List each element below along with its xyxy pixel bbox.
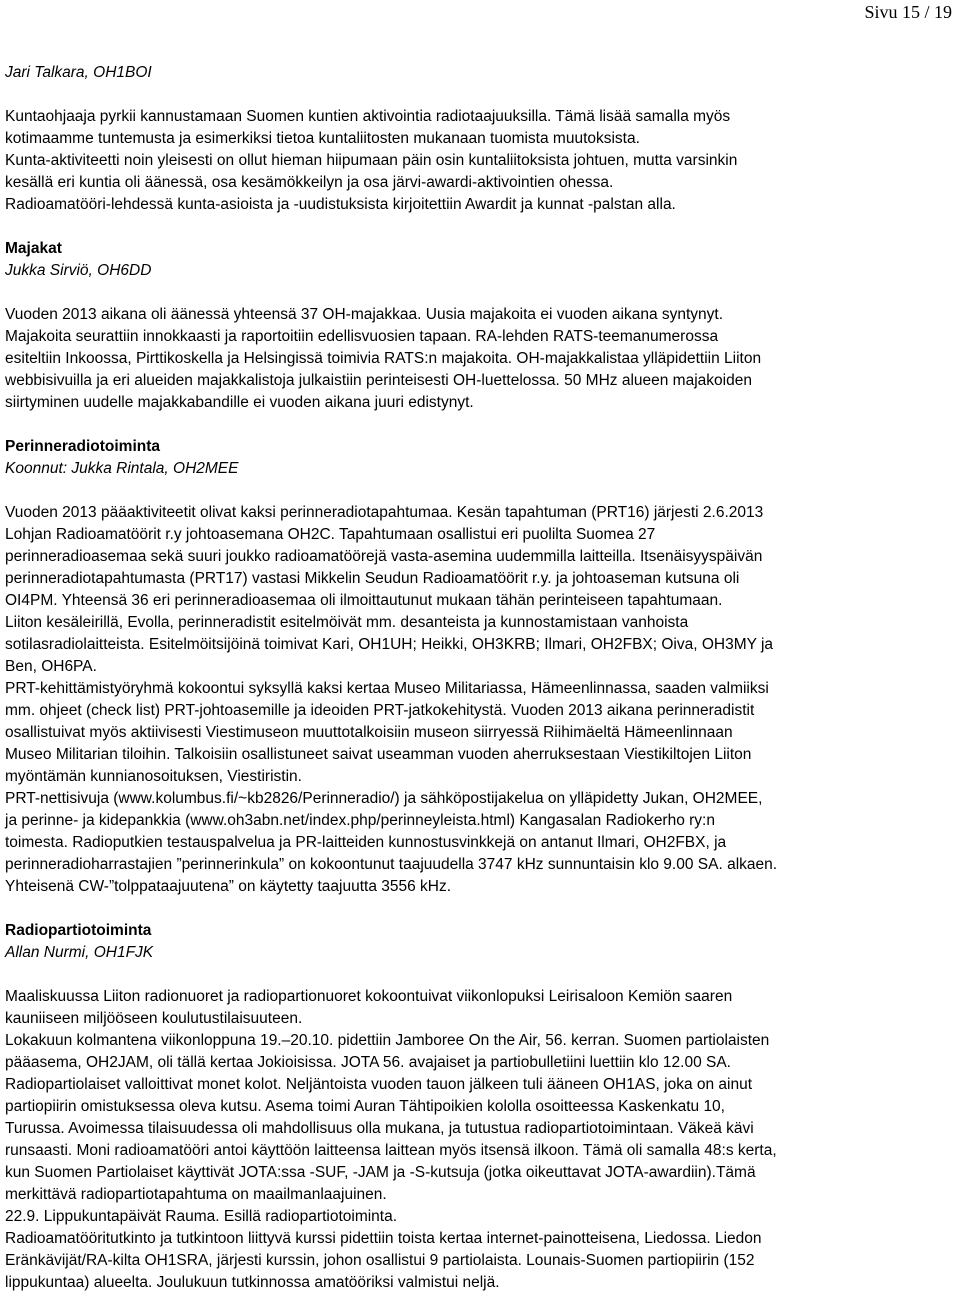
page-number: Sivu 15 / 19 bbox=[864, 2, 952, 22]
partio-author: Allan Nurmi, OH1FJK bbox=[5, 944, 154, 961]
perinne-author: Koonnut: Jukka Rintala, OH2MEE bbox=[5, 460, 239, 477]
majakat-author: Jukka Sirviö, OH6DD bbox=[5, 262, 152, 279]
partio-heading: Radiopartiotoiminta bbox=[5, 922, 152, 939]
perinne-heading: Perinneradiotoiminta bbox=[5, 438, 161, 455]
perinne-paragraph: Vuoden 2013 pääaktiviteetit olivat kaksi perinneradiotapahtumaa. Kesän tapahtuman (PRT16) järjesti 2.6.2013 Lohjan Radioamatöörit r.y johtoasemana OH2C. Tapahtumaan osallistui eri puolilta Suomea 27 perinneradioasemaa sekä suuri joukko radioamatöörejä vasta-asemina uudemmilla laitteilla. Itsenäisyyspäivän perinneradiotapahtumasta (PRT17) vastasi Mikkelin Seudun Radioamatöörit r.y. ja johtoaseman kutsuna oli OI4PM. Yhteensä 36 eri perinneradioasemaa oli ilmoittautunut mukaan tähän perinteiseen tapahtumaan. Liiton kesäleirillä, Evolla, perinneradistit esitelmöivät mm. desanteista ja kunnostamistaan vanhoista sotilasradiolaitteista. Esitelmöitsijöinä toimivat Kari, OH1UH; Heikki, OH3KRB; Ilmari, OH2FBX; Oiva, OH3MY ja Ben, OH6PA. PRT-kehittämistyöryhmä kokoontui syksyllä kaksi kertaa Museo Militariassa, Hämeenlinnassa, saaden valmiiksi mm. ohjeet (check list) PRT-johtoasemille ja ideoiden PRT-jatkokehitystä. Vuoden 2013 aikana perinneradistit osallistuivat myös aktiivisesti Viestimuseon muuttotalkoisiin museon siirryessä Riihimäeltä Hämeenlinnaan Museo Militarian tiloihin. Talkoisiin osallistuneet saivat useamman vuoden aherruksestaan Viestikiltojen Liiton myöntämän kunnianosoituksen, Viestiristin. PRT-nettisivuja (www.kolumbus.fi/~kb2826/Perinneradio/) ja sähköpostijakelua on ylläpidetty Jukan, OH2MEE, ja perinne- ja kidepankkia (www.oh3abn.net/index.php/perinneyleista.html) Kangasalan Radiokerho ry:n toimesta. Radioputkien testauspalvelua ja PR-laitteiden kunnostusvinkkejä on antanut Ilmari, OH2FBX, ja perinneradioharrastajien ”perinnerinkula” on kokoontunut taajuudella 3747 kHz sunnuntaisin klo 9.00 SA. alkaen. Yhteisenä CW-”tolppataajuutena” on käytetty taajuutta 3556 kHz. bbox=[5, 504, 778, 895]
majakat-paragraph: Vuoden 2013 aikana oli äänessä yhteensä 37 OH-majakkaa. Uusia majakoita ei vuoden aikana syntynyt. Majakoita seurattiin innokkaasti ja raportoitiin edellisvuosien tapaan. RA-lehden RATS-teemanumerossa esiteltiin Inkoossa, Pirttikoskella ja Helsingissä toimivia RATS:n majakoita. OH-majakkalistaa ylläpidettiin Liiton webbisivuilla ja eri alueiden majakkalistoja julkaistiin perinteisesti OH-luettelossa. 50 MHz alueen majakoiden siirtyminen uudelle majakkabandille ei vuoden aikana juuri edistynyt. bbox=[5, 306, 762, 411]
majakat-heading: Majakat bbox=[5, 240, 62, 257]
partio-paragraph: Maaliskuussa Liiton radionuoret ja radiopartionuoret kokoontuivat viikonlopuksi Leirisaloon Kemiön saaren kauniiseen miljööseen koulutustilaisuuteen. Lokakuun kolmantena viikonloppuna 19.–20.10. pidettiin Jamboree On the Air, 56. kerran. Suomen partiolaisten pääasema, OH2JAM, oli tällä kertaa Jokioisissa. JOTA 56. avajaiset ja partiobulletiini luettiin klo 12.00 SA. Radiopartiolaiset valloittivat monet kolot. Neljäntoista vuoden tauon jälkeen tuli ääneen OH1AS, joka on ainut partiopiirin omistuksessa oleva kutsu. Asema toimi Auran Tähtipoikien kololla osoitteessa Kaskenkatu 10, Turussa. Avoimessa tilaisuudessa oli mahdollisuus olla mukana, ja tutustua radiopartiotoimintaan. Väkeä kävi runsaasti. Moni radioamatööri antoi käyttöön laitteensa laittean myös itsensä ilkoon. Tämä oli samalla 48:s kerta, kun Suomen Partiolaiset käyttivät JOTA:ssa -SUF, -JAM ja -S-kutsuja (jotka oikeuttavat JOTA-awardiin).Tämä merkittävä radiopartiotapahtuma on maailmanlaajuinen. 22.9. Lippukuntapäivät Rauma. Esillä radiopartiotoiminta. Radioamatööritutkinto ja tutkintoon liittyvä kurssi pidettiin toista kertaa internet-painotteisena, Liedossa. Liedon Eränkävijät/RA-kilta OH1SRA, järjesti kurssin, johon osallistui 9 partiolaista. Lounais-Suomen partiopiirin (152 lippukuntaa) alueelta. Joulukuun tutkinnossa amatööriksi valmistui neljä. bbox=[5, 988, 777, 1291]
intro-author: Jari Talkara, OH1BOI bbox=[5, 64, 152, 81]
intro-paragraph: Kuntaohjaaja pyrkii kannustamaan Suomen kuntien aktivointia radiotaajuuksilla. Tämä lisää samalla myös kotimaamme tuntemusta ja esimerkiksi tietoa kuntaliitosten mukanaan tuomista muutoksista. Kunta-aktiviteetti noin yleisesti on ollut hieman hiipumaan päin osin kuntaliitoksista johtuen, mutta varsinkin kesällä eri kuntia oli äänessä, osa kesämökkeilyn ja osa järvi-awardi-aktivointien ohessa. Radioamatööri-lehdessä kunta-asioista ja -uudistuksista kirjoitettiin Awardit ja kunnat -palstan alla. bbox=[5, 108, 738, 213]
